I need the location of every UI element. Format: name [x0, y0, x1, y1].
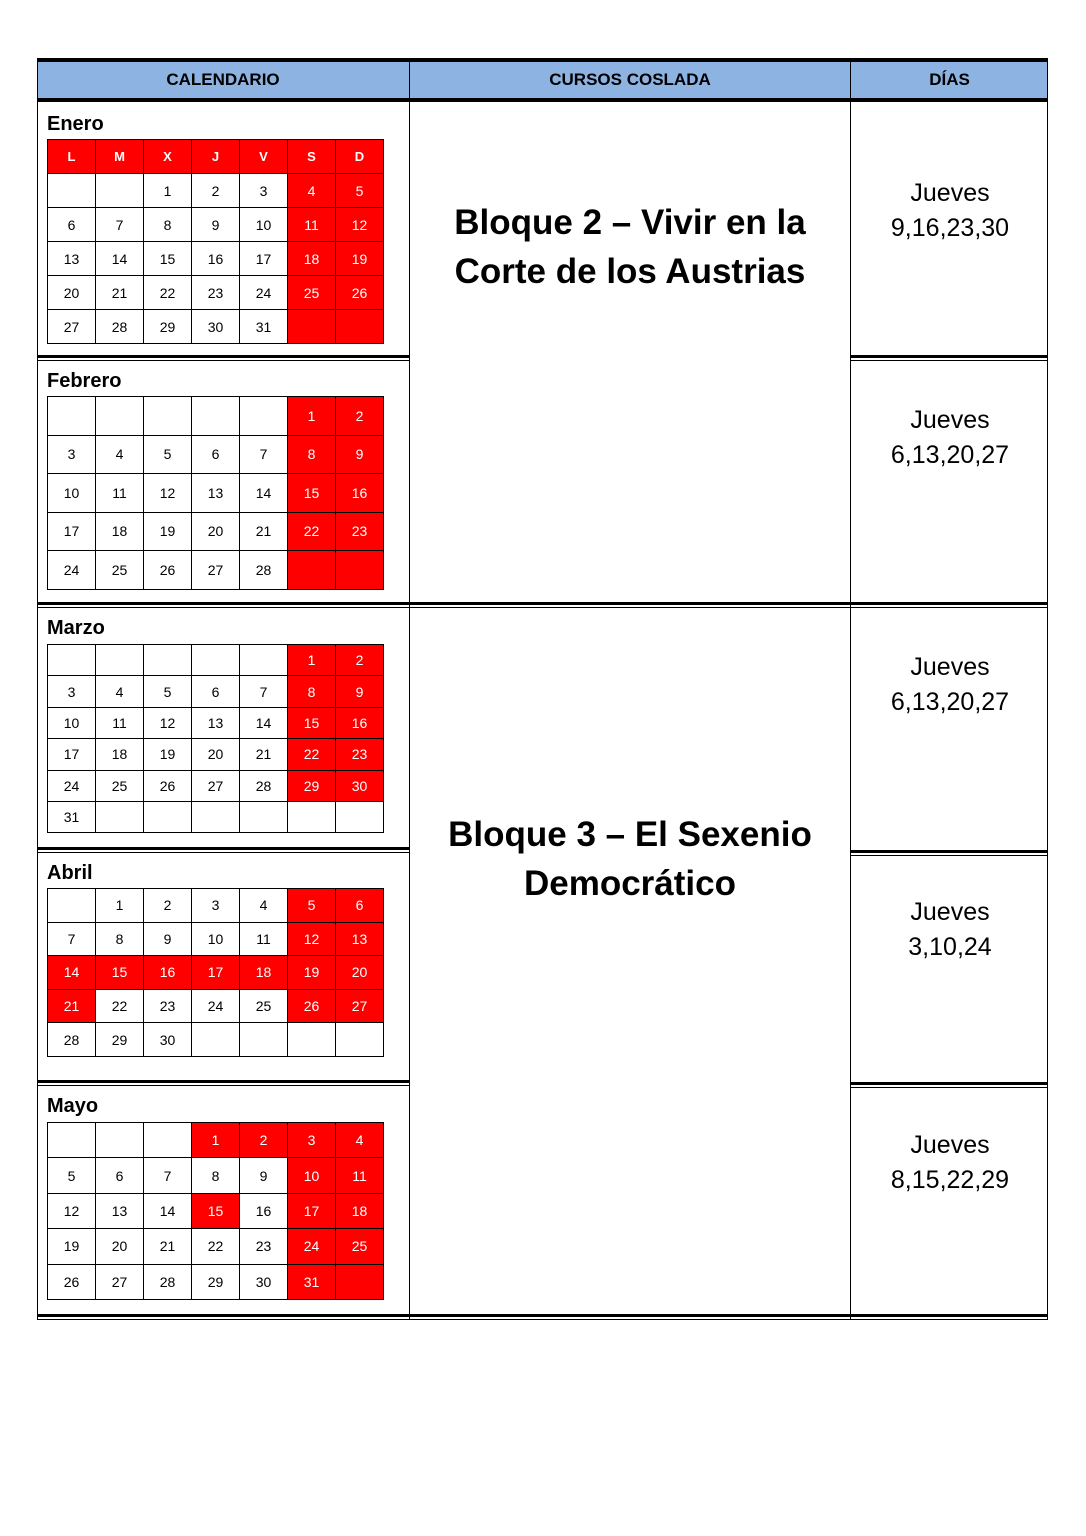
day-cell: 27 — [192, 551, 240, 590]
day-cell: 13 — [48, 242, 96, 276]
day-cell-holiday — [336, 310, 384, 344]
weekday-label: X — [144, 140, 192, 174]
weekday-label: S — [288, 140, 336, 174]
month-name: Abril — [47, 862, 93, 884]
days-entry-abril — [852, 895, 1048, 965]
days-label: Jueves — [910, 179, 990, 207]
divider-2 — [850, 58, 851, 1320]
days-dates: 8,15,22,29 — [890, 1166, 1010, 1194]
separator — [37, 1080, 409, 1086]
day-cell — [288, 1023, 336, 1057]
block-title-line: Democrático — [523, 864, 736, 903]
day-cell: 9 — [144, 922, 192, 956]
day-cell: 21 — [96, 276, 144, 310]
day-cell — [240, 1023, 288, 1057]
day-cell: 20 — [96, 1229, 144, 1264]
day-cell: 19 — [144, 512, 192, 551]
day-cell-holiday: 2 — [336, 645, 384, 676]
day-cell-holiday: 10 — [288, 1158, 336, 1193]
day-cell: 3 — [192, 889, 240, 923]
day-cell: 8 — [192, 1158, 240, 1193]
day-cell-holiday: 31 — [288, 1264, 336, 1299]
day-cell — [336, 801, 384, 832]
day-cell-holiday: 12 — [288, 922, 336, 956]
day-cell-holiday: 19 — [336, 242, 384, 276]
day-cell — [288, 801, 336, 832]
day-cell: 10 — [48, 474, 96, 513]
day-cell-holiday: 15 — [192, 1193, 240, 1228]
block-title-line: Corte de los Austrias — [454, 252, 806, 291]
day-cell: 16 — [240, 1193, 288, 1228]
day-cell: 17 — [48, 739, 96, 770]
month-name: Enero — [47, 113, 104, 135]
day-cell-holiday: 27 — [336, 989, 384, 1023]
day-cell: 9 — [192, 208, 240, 242]
day-cell: 24 — [192, 989, 240, 1023]
day-cell: 12 — [144, 474, 192, 513]
day-cell: 21 — [240, 739, 288, 770]
day-cell-holiday: 26 — [288, 989, 336, 1023]
day-cell: 4 — [96, 676, 144, 707]
day-cell-holiday: 29 — [288, 770, 336, 801]
day-cell: 4 — [96, 435, 144, 474]
day-cell: 14 — [240, 474, 288, 513]
day-cell-holiday: 11 — [288, 208, 336, 242]
week-row — [48, 801, 384, 832]
day-cell: 3 — [48, 676, 96, 707]
week-row — [48, 922, 384, 956]
day-cell — [144, 1123, 192, 1158]
day-cell — [192, 397, 240, 436]
day-cell — [48, 645, 96, 676]
day-cell-holiday: 26 — [336, 276, 384, 310]
day-cell: 17 — [240, 242, 288, 276]
days-label: Jueves — [910, 406, 990, 434]
course-block-2 — [410, 198, 850, 296]
day-cell-holiday — [288, 310, 336, 344]
day-cell — [144, 397, 192, 436]
day-cell: 20 — [192, 512, 240, 551]
day-cell-holiday: 6 — [336, 889, 384, 923]
day-cell: 22 — [144, 276, 192, 310]
day-cell-holiday — [336, 551, 384, 590]
day-cell-holiday: 23 — [336, 512, 384, 551]
week-row — [48, 276, 384, 310]
day-cell: 14 — [240, 707, 288, 738]
day-cell — [240, 397, 288, 436]
day-cell — [192, 801, 240, 832]
day-cell: 1 — [96, 889, 144, 923]
day-cell: 15 — [144, 242, 192, 276]
day-cell: 30 — [192, 310, 240, 344]
day-cell: 10 — [192, 922, 240, 956]
day-cell: 24 — [48, 770, 96, 801]
day-cell: 23 — [144, 989, 192, 1023]
day-cell — [96, 174, 144, 208]
day-cell: 21 — [144, 1229, 192, 1264]
day-cell: 8 — [144, 208, 192, 242]
day-cell-holiday: 30 — [336, 770, 384, 801]
day-cell — [48, 889, 96, 923]
week-row — [48, 989, 384, 1023]
block-title-line: Bloque 2 – Vivir en la — [454, 203, 806, 242]
day-cell: 31 — [48, 801, 96, 832]
day-cell: 3 — [240, 174, 288, 208]
separator — [37, 847, 409, 853]
day-cell-holiday: 12 — [336, 208, 384, 242]
day-cell — [336, 1023, 384, 1057]
week-row — [48, 512, 384, 551]
day-cell — [192, 1023, 240, 1057]
day-cell-holiday — [288, 551, 336, 590]
week-row — [48, 770, 384, 801]
day-cell — [192, 645, 240, 676]
day-cell-holiday: 9 — [336, 435, 384, 474]
week-row — [48, 435, 384, 474]
weekday-label: J — [192, 140, 240, 174]
separator — [37, 1314, 1048, 1320]
weekday-header-row — [48, 140, 384, 174]
day-cell: 22 — [192, 1229, 240, 1264]
day-cell: 7 — [96, 208, 144, 242]
day-cell: 6 — [192, 676, 240, 707]
days-entry-mayo — [852, 1128, 1048, 1198]
day-cell-holiday: 18 — [288, 242, 336, 276]
calendar-grid — [47, 139, 384, 344]
month-name: Marzo — [47, 617, 105, 639]
day-cell: 11 — [96, 474, 144, 513]
day-cell: 10 — [240, 208, 288, 242]
day-cell: 25 — [240, 989, 288, 1023]
separator — [37, 602, 1048, 608]
day-cell-holiday: 25 — [288, 276, 336, 310]
day-cell-holiday: 16 — [336, 707, 384, 738]
day-cell: 11 — [240, 922, 288, 956]
day-cell: 6 — [96, 1158, 144, 1193]
days-dates: 6,13,20,27 — [890, 688, 1010, 716]
day-cell: 2 — [144, 889, 192, 923]
day-cell — [240, 645, 288, 676]
day-cell: 1 — [144, 174, 192, 208]
day-cell-holiday: 19 — [288, 956, 336, 990]
month-name: Febrero — [47, 370, 122, 392]
week-row — [48, 474, 384, 513]
day-cell — [240, 801, 288, 832]
day-cell: 10 — [48, 707, 96, 738]
week-row — [48, 1123, 384, 1158]
day-cell-holiday: 8 — [288, 435, 336, 474]
day-cell: 22 — [96, 989, 144, 1023]
day-cell-holiday — [336, 1264, 384, 1299]
week-row — [48, 1264, 384, 1299]
day-cell: 7 — [240, 435, 288, 474]
weekday-label: D — [336, 140, 384, 174]
days-dates: 6,13,20,27 — [890, 441, 1010, 469]
day-cell: 18 — [96, 739, 144, 770]
day-cell-holiday: 15 — [96, 956, 144, 990]
day-cell-holiday: 15 — [288, 474, 336, 513]
day-cell — [96, 801, 144, 832]
day-cell: 20 — [48, 276, 96, 310]
day-cell: 14 — [144, 1193, 192, 1228]
day-cell-holiday: 5 — [336, 174, 384, 208]
day-cell: 20 — [192, 739, 240, 770]
day-cell: 5 — [48, 1158, 96, 1193]
separator — [850, 850, 1048, 856]
day-cell: 28 — [96, 310, 144, 344]
day-cell-holiday: 8 — [288, 676, 336, 707]
block-title-line: Bloque 3 – El Sexenio — [448, 815, 812, 854]
schedule-table — [37, 58, 1048, 1320]
day-cell: 5 — [144, 676, 192, 707]
week-row — [48, 676, 384, 707]
day-cell: 28 — [240, 770, 288, 801]
day-cell: 31 — [240, 310, 288, 344]
week-row — [48, 551, 384, 590]
day-cell: 12 — [48, 1193, 96, 1228]
day-cell: 5 — [144, 435, 192, 474]
week-row — [48, 956, 384, 990]
day-cell-holiday: 13 — [336, 922, 384, 956]
week-row — [48, 242, 384, 276]
day-cell: 7 — [48, 922, 96, 956]
day-cell — [96, 397, 144, 436]
day-cell: 25 — [96, 551, 144, 590]
day-cell — [144, 801, 192, 832]
day-cell-holiday: 4 — [336, 1123, 384, 1158]
week-row — [48, 739, 384, 770]
month-name: Mayo — [47, 1095, 99, 1117]
day-cell: 26 — [144, 551, 192, 590]
days-label: Jueves — [910, 898, 990, 926]
day-cell-holiday: 4 — [288, 174, 336, 208]
week-row — [48, 645, 384, 676]
day-cell — [96, 645, 144, 676]
course-block-3 — [410, 810, 850, 908]
day-cell: 21 — [240, 512, 288, 551]
day-cell-holiday: 25 — [336, 1229, 384, 1264]
day-cell: 29 — [192, 1264, 240, 1299]
day-cell: 27 — [192, 770, 240, 801]
day-cell: 27 — [96, 1264, 144, 1299]
day-cell: 30 — [144, 1023, 192, 1057]
day-cell-holiday: 16 — [336, 474, 384, 513]
week-row — [48, 1193, 384, 1228]
week-row — [48, 174, 384, 208]
weekday-label: L — [48, 140, 96, 174]
day-cell: 13 — [192, 474, 240, 513]
day-cell-holiday: 11 — [336, 1158, 384, 1193]
header-dias: DÍAS — [851, 58, 1048, 102]
day-cell: 12 — [144, 707, 192, 738]
day-cell-holiday: 17 — [192, 956, 240, 990]
header-calendario: CALENDARIO — [37, 58, 409, 102]
day-cell: 24 — [240, 276, 288, 310]
weekday-label: M — [96, 140, 144, 174]
day-cell-holiday: 15 — [288, 707, 336, 738]
day-cell: 28 — [144, 1264, 192, 1299]
day-cell: 11 — [96, 707, 144, 738]
day-cell: 7 — [144, 1158, 192, 1193]
day-cell — [48, 174, 96, 208]
day-cell-holiday: 22 — [288, 739, 336, 770]
week-row — [48, 707, 384, 738]
border-left — [37, 58, 38, 1320]
day-cell: 9 — [240, 1158, 288, 1193]
separator — [850, 1082, 1048, 1088]
day-cell: 8 — [96, 922, 144, 956]
days-label: Jueves — [910, 653, 990, 681]
day-cell: 29 — [96, 1023, 144, 1057]
days-dates: 3,10,24 — [908, 933, 992, 961]
day-cell: 2 — [192, 174, 240, 208]
day-cell-holiday: 5 — [288, 889, 336, 923]
day-cell: 29 — [144, 310, 192, 344]
day-cell-holiday: 1 — [192, 1123, 240, 1158]
days-entry-febrero — [852, 403, 1048, 473]
day-cell — [48, 1123, 96, 1158]
day-cell: 24 — [48, 551, 96, 590]
calendar-grid — [47, 888, 384, 1057]
day-cell: 23 — [240, 1229, 288, 1264]
day-cell: 19 — [48, 1229, 96, 1264]
day-cell-holiday: 14 — [48, 956, 96, 990]
day-cell: 13 — [96, 1193, 144, 1228]
day-cell: 25 — [96, 770, 144, 801]
day-cell-holiday: 24 — [288, 1229, 336, 1264]
day-cell — [48, 397, 96, 436]
day-cell: 14 — [96, 242, 144, 276]
weekday-label: V — [240, 140, 288, 174]
days-entry-enero — [852, 176, 1048, 246]
days-entry-marzo — [852, 650, 1048, 720]
calendar-grid — [47, 396, 384, 590]
day-cell-holiday: 17 — [288, 1193, 336, 1228]
day-cell-holiday: 2 — [336, 397, 384, 436]
day-cell: 6 — [48, 208, 96, 242]
day-cell: 17 — [48, 512, 96, 551]
day-cell-holiday: 16 — [144, 956, 192, 990]
day-cell: 19 — [144, 739, 192, 770]
day-cell-holiday: 1 — [288, 645, 336, 676]
day-cell: 3 — [48, 435, 96, 474]
day-cell: 26 — [144, 770, 192, 801]
day-cell: 26 — [48, 1264, 96, 1299]
separator — [850, 355, 1048, 361]
day-cell — [96, 1123, 144, 1158]
day-cell: 4 — [240, 889, 288, 923]
day-cell-holiday: 20 — [336, 956, 384, 990]
week-row — [48, 1158, 384, 1193]
day-cell-holiday: 1 — [288, 397, 336, 436]
day-cell: 23 — [192, 276, 240, 310]
separator — [37, 355, 409, 361]
day-cell: 28 — [240, 551, 288, 590]
days-label: Jueves — [910, 1131, 990, 1159]
week-row — [48, 310, 384, 344]
day-cell-holiday: 9 — [336, 676, 384, 707]
week-row — [48, 397, 384, 436]
day-cell-holiday: 2 — [240, 1123, 288, 1158]
day-cell-holiday: 22 — [288, 512, 336, 551]
calendar-grid — [47, 644, 384, 833]
header-cursos: CURSOS COSLADA — [410, 58, 850, 102]
days-dates: 9,16,23,30 — [890, 214, 1010, 242]
day-cell: 18 — [96, 512, 144, 551]
day-cell-holiday: 18 — [336, 1193, 384, 1228]
week-row — [48, 208, 384, 242]
day-cell: 27 — [48, 310, 96, 344]
day-cell-holiday: 23 — [336, 739, 384, 770]
day-cell-holiday: 21 — [48, 989, 96, 1023]
day-cell — [144, 645, 192, 676]
week-row — [48, 1023, 384, 1057]
week-row — [48, 1229, 384, 1264]
day-cell-holiday: 3 — [288, 1123, 336, 1158]
day-cell: 6 — [192, 435, 240, 474]
day-cell: 16 — [192, 242, 240, 276]
calendar-grid — [47, 1122, 384, 1300]
day-cell: 30 — [240, 1264, 288, 1299]
day-cell: 13 — [192, 707, 240, 738]
day-cell: 7 — [240, 676, 288, 707]
day-cell-holiday: 18 — [240, 956, 288, 990]
week-row — [48, 889, 384, 923]
day-cell: 28 — [48, 1023, 96, 1057]
